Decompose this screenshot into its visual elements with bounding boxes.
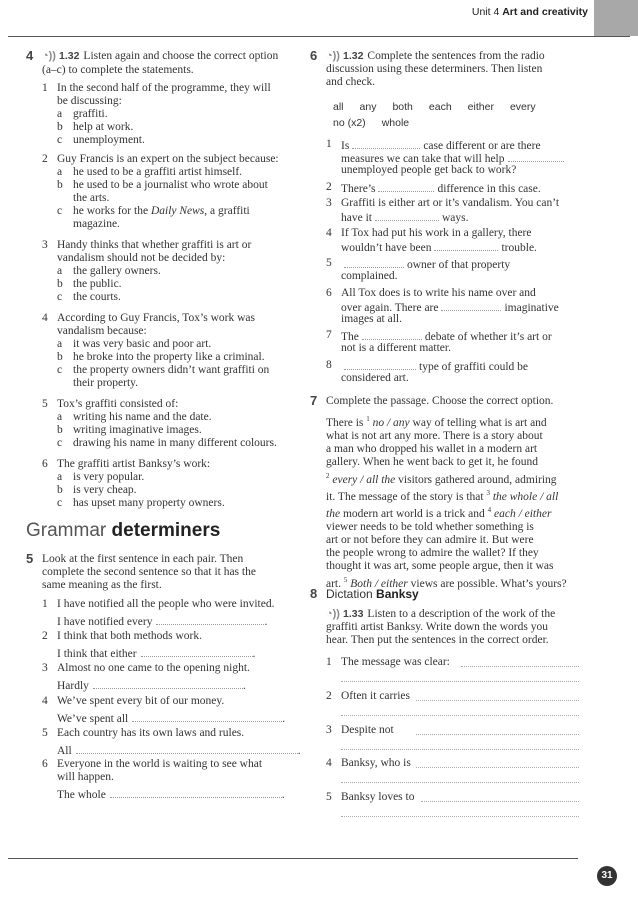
exercise-instruction: Look at the first sentence in each pair. Then complete the second sentence so that it has the same meaning as the first. xyxy=(42,553,256,591)
option-letter: c xyxy=(57,134,63,146)
option-letter: a xyxy=(57,471,63,483)
item-text: Despite not xyxy=(341,724,394,736)
option-letter: c xyxy=(57,291,63,303)
item-text: Banksy loves to xyxy=(341,791,415,803)
audio-icon: ◔)) xyxy=(326,50,340,62)
item-number: 2 xyxy=(42,630,48,642)
item-number: 7 xyxy=(326,329,332,341)
first-sentence: Each country has its own laws and rules. xyxy=(57,727,245,739)
item-number: 4 xyxy=(42,695,48,707)
second-sentence xyxy=(57,711,285,726)
header-tab xyxy=(594,0,638,36)
answer-line[interactable] xyxy=(341,816,579,817)
question-number: 1 xyxy=(42,82,48,94)
sentence-text: If Tox had put his work in a gallery, there xyxy=(341,227,532,239)
option-text: magazine. xyxy=(73,218,120,230)
question-stem: be discussing: xyxy=(57,95,122,107)
word-option: any xyxy=(359,101,377,113)
word-box xyxy=(333,101,552,129)
option-text: is very cheap. xyxy=(73,484,137,496)
item-text: Banksy, who is xyxy=(341,757,411,769)
choice-option[interactable]: each / either xyxy=(491,507,552,520)
answer-blank[interactable] xyxy=(156,614,264,625)
option-text: writing imaginative images. xyxy=(73,424,202,436)
exercise-instruction: Complete the passage. Choose the correct option. xyxy=(326,395,554,407)
publication-name: Daily News xyxy=(150,205,205,217)
gap-number: 1 xyxy=(366,415,370,423)
answer-line[interactable] xyxy=(341,749,579,750)
passage-text: what is not art any more. There is a story about xyxy=(326,430,543,443)
passage-text: There is xyxy=(326,416,367,429)
item-number: 4 xyxy=(326,757,332,769)
item-number: 5 xyxy=(326,791,332,803)
item-number: 1 xyxy=(326,656,332,668)
answer-blank[interactable] xyxy=(344,359,416,370)
passage-text: viewer needs to be told whether something is xyxy=(326,520,534,533)
choice-option[interactable]: no / any xyxy=(369,416,410,429)
passage xyxy=(326,413,581,591)
option-letter: a xyxy=(57,166,63,178)
unit-header xyxy=(472,6,588,19)
option-letter: c xyxy=(57,205,63,217)
sentence-line xyxy=(341,372,409,385)
answer-blank[interactable] xyxy=(352,138,420,149)
option-text: he used to be a graffiti artist himself. xyxy=(73,166,243,178)
word-option: each xyxy=(428,101,452,113)
answer-line[interactable] xyxy=(341,782,579,783)
sentence-text: There’s xyxy=(341,183,376,195)
option-text: it was very basic and poor art. xyxy=(73,338,212,350)
option-text: help at work. xyxy=(73,121,134,133)
exercise-instruction: ◔)) 1.32 Listen again and choose the correct option (a–c) to complete the statements. xyxy=(42,50,279,76)
sentence-text: trouble. xyxy=(501,242,537,254)
question-number: 5 xyxy=(42,398,48,410)
option-letter: c xyxy=(57,364,63,376)
question-stem: Handy thinks that whether graffiti is art or xyxy=(57,239,252,251)
option-letter: b xyxy=(57,121,63,133)
exercise-number: 4 xyxy=(26,48,34,63)
answer-line[interactable] xyxy=(416,734,579,735)
first-sentence: We’ve spent every bit of our money. xyxy=(57,695,225,707)
header-rule xyxy=(8,36,630,37)
choice-option[interactable]: Both / either xyxy=(347,577,408,590)
passage-text: gallery. When he went back to get it, he found xyxy=(326,456,539,469)
choice-option[interactable]: the whole / all xyxy=(489,490,559,503)
item-number: 4 xyxy=(326,227,332,239)
answer-line[interactable] xyxy=(416,767,579,768)
gap-number: 3 xyxy=(486,488,490,497)
sentence-start: I think that either xyxy=(57,648,137,660)
option-text: writing his name and the date. xyxy=(73,411,212,423)
word-option: either xyxy=(467,101,494,113)
answer-line[interactable] xyxy=(416,700,579,701)
option-letter: a xyxy=(57,108,63,120)
passage-line xyxy=(326,430,581,443)
track-number: 1.32 xyxy=(342,50,364,62)
passage-line xyxy=(326,521,581,534)
passage-text: art or not before they can admire it. But were xyxy=(326,533,534,546)
answer-blank[interactable] xyxy=(362,329,422,340)
answer-blank[interactable] xyxy=(110,787,282,798)
option-letter: b xyxy=(57,424,63,436)
option-text: he works for the Daily News, a graffiti xyxy=(73,205,250,217)
answer-blank[interactable] xyxy=(508,151,564,162)
sentence-text: measures we can take that will help xyxy=(341,153,505,165)
sentence-text: have it xyxy=(341,212,372,224)
sentence-start: All xyxy=(57,745,72,757)
item-number: 2 xyxy=(326,690,332,702)
option-text: the arts. xyxy=(73,192,110,204)
item-number: 6 xyxy=(42,758,48,770)
passage-text: modern art world is a trick and xyxy=(340,507,488,520)
passage-text: art. xyxy=(326,577,344,590)
passage-line xyxy=(326,456,581,469)
first-sentence: Everyone in the world is waiting to see what xyxy=(57,758,263,770)
item-number: 3 xyxy=(42,662,48,674)
first-sentence: I have notified all the people who were invited. xyxy=(57,598,275,610)
word-option: all xyxy=(333,101,344,113)
question-stem: The graffiti artist Banksy’s work: xyxy=(57,458,211,470)
sentence-end: . xyxy=(297,745,301,757)
sentence-text: difference in this case. xyxy=(437,183,541,195)
question-number: 6 xyxy=(42,458,48,470)
audio-icon: ◔)) xyxy=(42,50,56,62)
page-number: 31 xyxy=(597,866,617,886)
option-text: has upset many property owners. xyxy=(73,497,225,509)
sentence-end: . xyxy=(252,648,256,660)
passage-line xyxy=(326,534,581,547)
sentence-line xyxy=(341,164,516,177)
first-sentence: I think that both methods work. xyxy=(57,630,203,642)
sentence-end: . xyxy=(282,713,286,725)
item-number: 2 xyxy=(326,181,332,193)
sentence-text: imaginative xyxy=(504,302,559,314)
passage-line xyxy=(326,470,581,487)
unit-label: Unit 4 xyxy=(471,6,500,18)
passage-line xyxy=(326,547,581,560)
track-number: 1.33 xyxy=(342,608,364,620)
second-sentence xyxy=(57,646,255,661)
second-sentence xyxy=(57,787,285,802)
sentence-text: not is a different matter. xyxy=(341,342,451,354)
item-text: The message was clear: xyxy=(341,656,450,668)
passage-text: the people wrong to admire the wallet? If they xyxy=(326,547,539,560)
choice-option[interactable]: every / all the xyxy=(329,473,396,486)
sentence-start: The whole xyxy=(57,789,106,801)
passage-text: a man who dropped his wallet in a modern art xyxy=(326,443,538,456)
sentence-line xyxy=(341,210,469,225)
exercise-number: 5 xyxy=(26,551,34,566)
sentence-start: We’ve spent all xyxy=(57,713,129,725)
sentence-text: over again. There are xyxy=(341,302,439,314)
word-option: whole xyxy=(381,116,410,129)
sentence-text: type of graffiti could be xyxy=(419,361,529,373)
option-letter: c xyxy=(57,437,63,449)
item-text: Often it carries xyxy=(341,690,410,702)
grammar-heading: Grammar determiners xyxy=(26,520,221,541)
second-sentence xyxy=(57,614,267,629)
sentence-text: All Tox does is to write his name over and xyxy=(341,287,536,299)
option-text: drawing his name in many different colours. xyxy=(73,437,277,449)
option-letter: a xyxy=(57,338,63,350)
exercise-instruction: ◔)) 1.33 Listen to a description of the work of the graffiti artist Banksy. Write down the words you hear. Then put the sentences in the correct order. xyxy=(326,608,556,646)
answer-blank[interactable] xyxy=(76,743,298,754)
option-letter: c xyxy=(57,497,63,509)
word-option: no (x2) xyxy=(333,116,366,129)
sentence-text: complained. xyxy=(341,270,398,282)
question-number: 4 xyxy=(42,312,48,324)
question-stem: Tox’s graffiti consisted of: xyxy=(57,398,179,410)
item-number: 5 xyxy=(42,727,48,739)
question-stem: Guy Francis is an expert on the subject because: xyxy=(57,153,279,165)
answer-line[interactable] xyxy=(421,801,579,802)
item-number: 5 xyxy=(326,257,332,269)
sentence-text: wouldn’t have been xyxy=(341,242,432,254)
question-stem: vandalism because: xyxy=(57,325,147,337)
item-number: 3 xyxy=(326,724,332,736)
answer-blank[interactable] xyxy=(434,240,498,251)
sentence-text: Is xyxy=(341,140,350,152)
item-number: 1 xyxy=(326,138,332,150)
passage-line xyxy=(326,487,581,504)
second-sentence xyxy=(57,743,301,758)
word-option: both xyxy=(392,101,413,113)
audio-icon: ◔)) xyxy=(326,608,340,620)
option-text: he broke into the property like a criminal. xyxy=(73,351,265,363)
passage-line xyxy=(326,560,581,573)
sentence-text: debate of whether it’s art or xyxy=(424,331,552,343)
sentence-line xyxy=(341,270,398,283)
option-text: he used to be a journalist who wrote about xyxy=(73,179,268,191)
passage-text: views are possible. What’s yours? xyxy=(407,577,567,590)
option-text: the courts. xyxy=(73,291,121,303)
exercise-number: 6 xyxy=(310,48,318,63)
exercise-number: 8 xyxy=(310,586,318,601)
option-letter: a xyxy=(57,265,63,277)
answer-blank[interactable] xyxy=(441,300,501,311)
track-number: 1.32 xyxy=(58,50,80,62)
exercise-number: 7 xyxy=(310,393,318,408)
item-number: 3 xyxy=(326,197,332,209)
question-number: 3 xyxy=(42,239,48,251)
sentence-text: considered art. xyxy=(341,372,409,384)
sentence-start: I have notified every xyxy=(57,616,153,628)
first-sentence: will happen. xyxy=(57,771,114,783)
answer-blank[interactable] xyxy=(378,181,434,192)
sentence-end: . xyxy=(264,616,268,628)
answer-blank[interactable] xyxy=(132,711,282,722)
item-number: 8 xyxy=(326,359,332,371)
sentence-line xyxy=(341,313,402,326)
footer-rule xyxy=(8,858,578,859)
word-option: every xyxy=(509,101,536,113)
answer-line[interactable] xyxy=(341,681,579,682)
sentence-text: The xyxy=(341,331,359,343)
item-number: 1 xyxy=(42,598,48,610)
option-text: their property. xyxy=(73,377,139,389)
sentence-line xyxy=(341,181,541,196)
gap-number: 2 xyxy=(326,471,330,480)
answer-blank[interactable] xyxy=(344,257,404,268)
question-stem: According to Guy Francis, Tox’s work was xyxy=(57,312,255,324)
option-text: the gallery owners. xyxy=(73,265,161,277)
sentence-text: owner of that property xyxy=(407,259,511,271)
option-letter: b xyxy=(57,351,63,363)
sentence-text: Graffiti is either art or it’s vandalism. You can’t xyxy=(341,197,560,209)
option-letter: b xyxy=(57,179,63,191)
answer-blank[interactable] xyxy=(93,678,243,689)
question-stem: In the second half of the programme, they will xyxy=(57,82,271,94)
answer-blank[interactable] xyxy=(375,210,439,221)
sentence-text: case different or are there xyxy=(423,140,541,152)
sentence-line xyxy=(341,227,532,240)
exercise-instruction: ◔)) 1.32 Complete the sentences from the radio discussion using these determiners. Then listen and check. xyxy=(326,50,545,88)
question-number: 2 xyxy=(42,153,48,165)
passage-text: it. The message of the story is that xyxy=(326,490,487,503)
first-sentence: Almost no one came to the opening night. xyxy=(57,662,250,674)
passage-line xyxy=(326,413,581,430)
passage-line xyxy=(326,443,581,456)
option-letter: b xyxy=(57,484,63,496)
option-text: the public. xyxy=(73,278,122,290)
gap-number: 4 xyxy=(487,505,492,514)
sentence-line xyxy=(341,240,537,255)
second-sentence xyxy=(57,678,246,693)
gap-number: 5 xyxy=(343,575,348,584)
passage-text: visitors gathered around, admiring xyxy=(395,473,557,486)
passage-text: thought it was art, some people argue, then it was xyxy=(326,560,554,573)
passage-text: way of telling what is art and xyxy=(409,416,547,429)
unit-title: Art and creativity xyxy=(502,6,588,18)
sentence-text: unemployed people get back to work? xyxy=(341,164,517,176)
sentence-text: images at all. xyxy=(341,313,402,325)
option-text: unemployment. xyxy=(73,134,145,146)
dictation-heading: Dictation Banksy xyxy=(326,587,419,601)
answer-line[interactable] xyxy=(341,715,579,716)
answer-blank[interactable] xyxy=(141,646,253,657)
item-number: 6 xyxy=(326,287,332,299)
sentence-line xyxy=(341,342,451,355)
sentence-end: . xyxy=(281,789,285,801)
option-letter: a xyxy=(57,411,63,423)
sentence-line xyxy=(341,287,536,300)
sentence-line xyxy=(341,197,559,210)
option-text: is very popular. xyxy=(73,471,145,483)
answer-line[interactable] xyxy=(461,666,579,667)
question-stem: vandalism should not be decided by: xyxy=(57,252,226,264)
sentence-text: ways. xyxy=(441,212,469,224)
choice-option[interactable]: the xyxy=(326,507,341,520)
sentence-end: . xyxy=(242,680,246,692)
sentence-start: Hardly xyxy=(57,680,89,692)
option-letter: b xyxy=(57,278,63,290)
option-text: graffiti. xyxy=(73,108,108,120)
option-text: the property owners didn’t want graffiti on xyxy=(73,364,270,376)
passage-line xyxy=(326,504,581,521)
